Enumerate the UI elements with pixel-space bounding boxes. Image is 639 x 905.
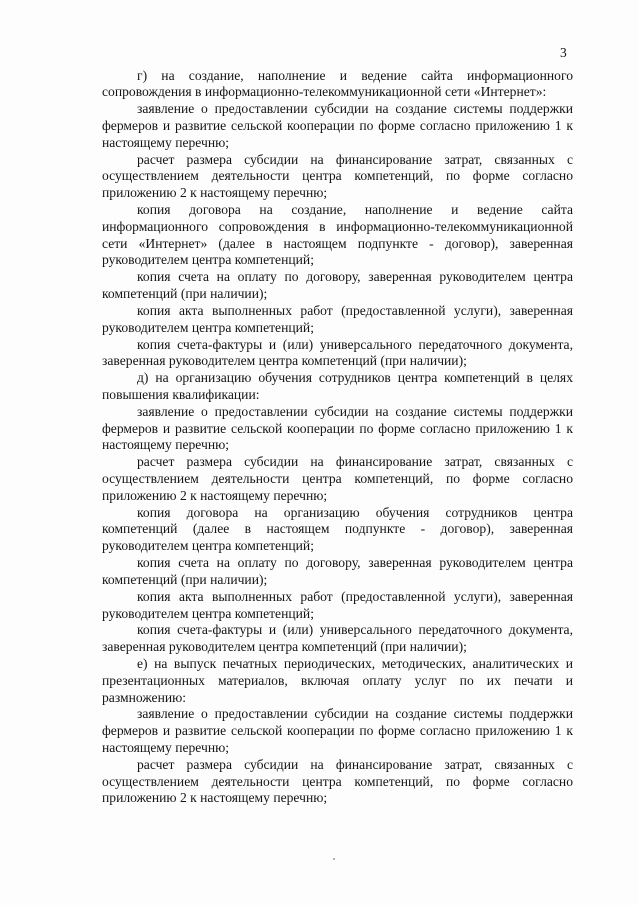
list-item: заявление о предоставлении субсидии на создание системы поддержки фермеров и развитие сельской кооперации по форме согласно приложению 1 к настоящему перечню; [102,403,573,453]
page-number: 3 [560,45,567,60]
paragraph-g-site: г) на создание, наполнение и ведение сайта информационного сопровождения в информационно-телекоммуникационной сети «Интернет»: [102,67,573,100]
paragraph-e-printing: е) на выпуск печатных периодических, методических, аналитических и презентационных материалов, включая оплату услуг по их печати и размножению: [102,655,573,705]
list-item: копия акта выполненных работ (предоставленной услуги), заверенная руководителем центра компетенций; [102,588,573,621]
document-body [102,68,573,808]
scan-dot [333,858,335,860]
list-item: копия счета-фактуры и (или) универсального передаточного документа, заверенная руководителем центра компетенций (при наличии); [102,622,573,655]
paragraph-d-training: д) на организацию обучения сотрудников центра компетенций в целях повышения квалификации: [102,370,573,402]
list-item: копия счета на оплату по договору, заверенная руководителем центра компетенций (при наличии); [102,269,573,302]
list-item: заявление о предоставлении субсидии на создание системы поддержки фермеров и развитие сельской кооперации по форме согласно приложению 1 к настоящему перечню; [102,706,573,755]
list-item: заявление о предоставлении субсидии на создание системы поддержки фермеров и развитие сельской кооперации по форме согласно приложению 1 к настоящему перечню; [102,101,573,150]
list-item: копия договора на организацию обучения сотрудников центра компетенций (далее в настоящем подпункте - договор), заверенная руководителем центра компетенций; [102,504,573,554]
list-item: расчет размера субсидии на финансирование затрат, связанных с осуществлением деятельности центра компетенций, по форме согласно приложению 2 к настоящему перечню; [102,151,573,201]
list-item: копия счета на оплату по договору, заверенная руководителем центра компетенций (при наличии); [102,555,573,587]
list-item: копия счета-фактуры и (или) универсального передаточного документа, заверенная руководителем центра компетенций (при наличии); [102,336,573,369]
list-item: копия договора на создание, наполнение и ведение сайта информационного сопровождения в информационно-телекоммуникационной сети «Интернет» (далее в настоящем подпункте - договор), заверенная руководителем центра компетенций; [102,202,573,268]
list-item: копия акта выполненных работ (предоставленной услуги), заверенная руководителем центра компетенций; [102,302,573,335]
list-item: расчет размера субсидии на финансирование затрат, связанных с осуществлением деятельности центра компетенций, по форме согласно приложению 2 к настоящему перечню; [102,756,573,806]
list-item: расчет размера субсидии на финансирование затрат, связанных с осуществлением деятельности центра компетенций, по форме согласно приложению 2 к настоящему перечню; [102,454,573,503]
